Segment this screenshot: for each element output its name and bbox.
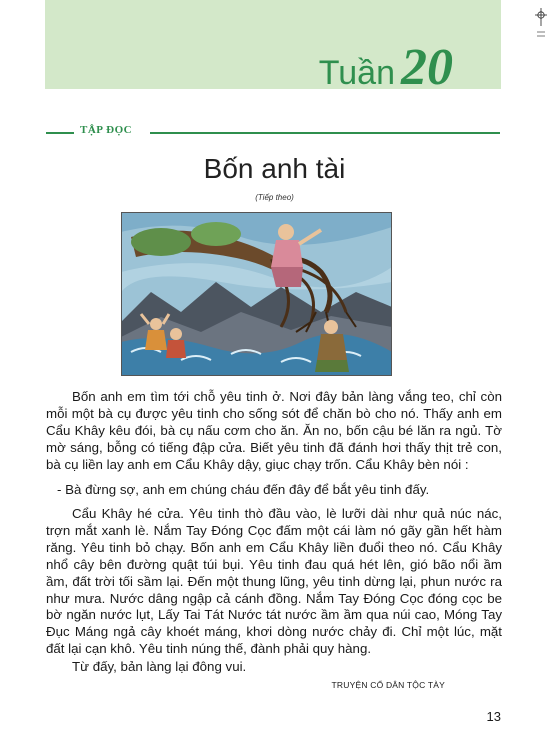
paragraph-4 — [46, 659, 502, 676]
paragraph-2 — [46, 482, 502, 499]
paragraph-text: Từ đấy, bản làng lại đông vui. — [72, 659, 247, 674]
section-header — [46, 122, 500, 138]
page-number: 13 — [486, 709, 501, 724]
paragraph-1 — [46, 389, 502, 474]
story-source: TRUYỆN CỔ DÂN TỘC TÀY — [331, 680, 445, 690]
week-banner — [45, 0, 501, 96]
paragraph-text: Cẩu Khây hé cửa. Yêu tinh thò đầu vào, lè lưỡi dài như quả núc nác, trợn mắt xanh lè. Nắm Tay Đóng Cọc đấm một cái làm nó gãy gần hết hàm răng. Yêu tinh bỏ chạy. Bốn anh em Cẩu Khây liền đuổi theo nó. Cẩu Khây nhổ cây bên đường quật túi bụi. Yêu tinh đau quá hét lên, gió bão nổi ầm ầm, đất trời tối sầm lại. Đến một thung lũng, yêu tinh dừng lại, phun nước ra như mưa. Nước dâng ngập cả cánh đồng. Nắm Tay Đóng Cọc đóng cọc be bờ ngăn nước lụt, Lấy Tai Tát Nước tát nước ầm ầm qua núi cao, Móng Tay Đục Máng ngả cây khoét máng, khơi dòng nước chảy đi. Chỉ một lúc, mặt đất lại cạn khô. Yêu tinh núng thế, đành phải quy hàng. — [46, 506, 502, 657]
paragraph-3 — [46, 506, 502, 658]
paragraph-text: - Bà đừng sợ, anh em chúng cháu đến đây để bắt yêu tinh đấy. — [57, 482, 430, 497]
section-label: TẬP ĐỌC — [80, 124, 133, 136]
paragraph-text: Bốn anh em tìm tới chỗ yêu tinh ở. Nơi đây bản làng vắng teo, chỉ còn mỗi một bà cụ được yêu tinh cho sống sót để chăn bò cho nó. Thấy anh em Cẩu Khây kêu đói, bà cụ nấu cơm cho ăn. Ăn no, bốn cậu bé lăn ra ngủ. Tờ mờ sáng, bỗng có tiếng đập cửa. Biết yêu tinh đã đánh hơi thấy thịt trẻ con, bà cụ liền lay anh em Cẩu Khây dậy, giục chạy trốn. Cẩu Khây bèn nói : — [46, 389, 502, 472]
week-heading — [319, 38, 453, 97]
crop-mark-icon — [534, 2, 548, 42]
story-illustration — [121, 212, 392, 376]
week-word: Tuần — [318, 54, 395, 92]
week-number: 20 — [401, 39, 453, 96]
story-title: Bốn anh tài — [203, 153, 346, 184]
story-subtitle: (Tiếp theo) — [255, 193, 294, 202]
